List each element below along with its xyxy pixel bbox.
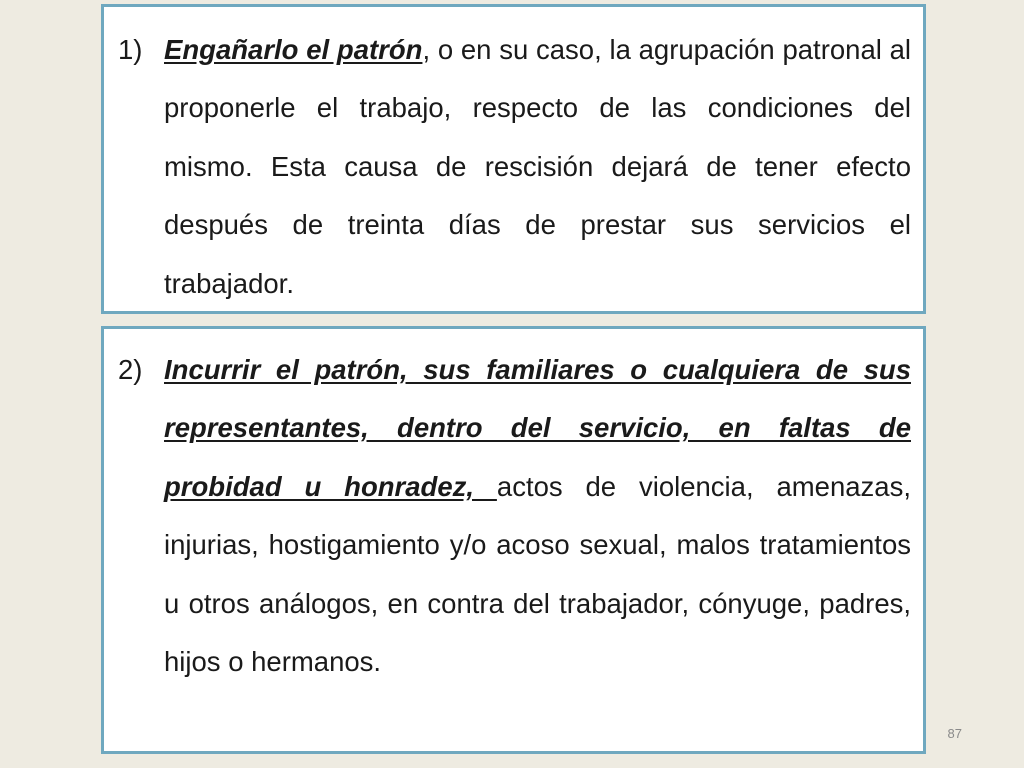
item-number: 1)	[118, 34, 143, 65]
item-body: actos de violencia, amenazas, injurias, hostigamiento y/o acoso sexual, malos tratamientos u otros análogos, en contra del trabajador, cónyuge, padres, hijos o hermanos.	[164, 470, 911, 678]
page-number: 87	[947, 726, 962, 741]
item-number: 2)	[118, 354, 143, 385]
item-emphasis: Engañarlo el patrón	[164, 34, 423, 65]
item-text	[164, 21, 911, 313]
item-text	[164, 341, 911, 691]
item-emphasis: Incurrir el patrón, sus familiares o cualquiera de sus representantes, dentro del servicio, en faltas de probidad u honradez,	[164, 354, 911, 502]
text-box-1	[101, 4, 926, 314]
text-box-2	[101, 326, 926, 754]
item-body: , o en su caso, la agrupación patronal al proponerle el trabajo, respecto de las condiciones del mismo. Esta causa de rescisión dejará de tener efecto después de treinta días de prestar sus servicios el trabajador.	[164, 34, 911, 299]
list-item-1	[118, 21, 911, 313]
list-item-2	[118, 341, 911, 691]
